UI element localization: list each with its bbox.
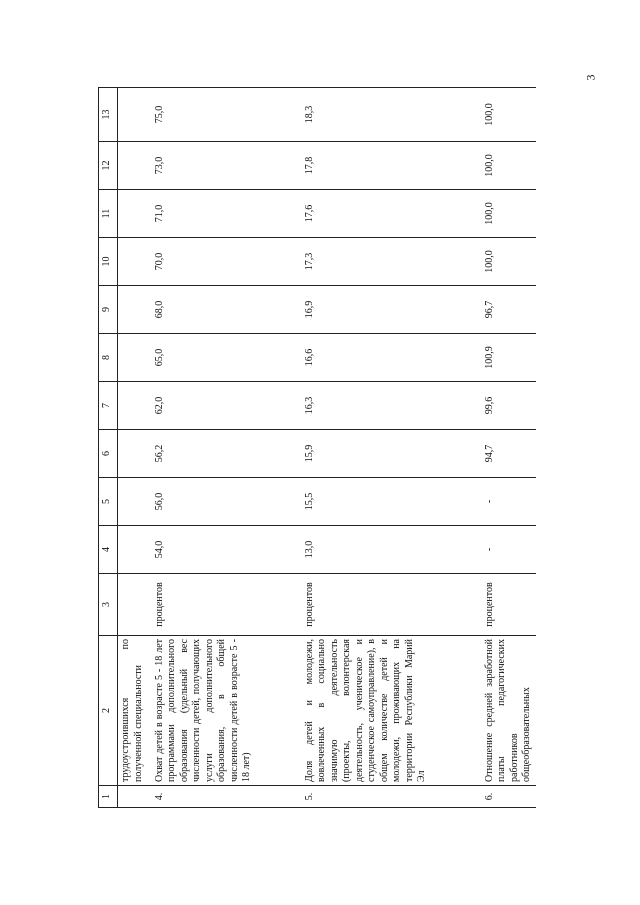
indicator-text: Отношение средней заработной платы педагогических работников общеобразовательных [482, 636, 536, 786]
value-cell: 100,0 [482, 88, 536, 142]
value-cell [118, 88, 152, 142]
unit-cell: процентов [302, 574, 482, 636]
value-cell: 54,0 [152, 526, 302, 574]
value-cell: 56,2 [152, 430, 302, 478]
column-header: 8 [99, 334, 118, 382]
value-cell: 100,0 [482, 142, 536, 190]
value-cell [118, 334, 152, 382]
column-header: 2 [99, 636, 118, 786]
column-header: 10 [99, 238, 118, 286]
value-cell [118, 478, 152, 526]
value-cell: 71,0 [152, 190, 302, 238]
column-header: 3 [99, 574, 118, 636]
table-row [152, 88, 302, 808]
indicator-table [98, 87, 536, 808]
row-number: 4. [152, 786, 302, 808]
value-cell: 75,0 [152, 88, 302, 142]
table-row [118, 88, 152, 808]
column-header: 5 [99, 478, 118, 526]
value-cell [118, 382, 152, 430]
value-cell: 17,8 [302, 142, 482, 190]
value-cell: 96,7 [482, 286, 536, 334]
value-cell [118, 286, 152, 334]
table-row [302, 88, 482, 808]
value-cell: 13,0 [302, 526, 482, 574]
column-header: 12 [99, 142, 118, 190]
value-cell: 68,0 [152, 286, 302, 334]
value-cell: 15,5 [302, 478, 482, 526]
value-cell: 94,7 [482, 430, 536, 478]
indicator-text: Доля детей и молодежи, вовлеченных в социально значимую деятельность (проекты, волонтерская деятельность, ученическое и студенческое самоуправление), в общем количестве детей и молодежи, проживающих на территории Республики Марий Эл [302, 636, 482, 786]
value-cell: 100,9 [482, 334, 536, 382]
value-cell [118, 142, 152, 190]
row-number [118, 786, 152, 808]
value-cell: 99,6 [482, 382, 536, 430]
value-cell: 15,9 [302, 430, 482, 478]
unit-cell: процентов [152, 574, 302, 636]
unit-cell [118, 574, 152, 636]
value-cell: - [482, 478, 536, 526]
page-number: 3 [583, 74, 598, 81]
row-number: 6. [482, 786, 536, 808]
value-cell: 56,0 [152, 478, 302, 526]
column-header: 13 [99, 88, 118, 142]
column-header: 6 [99, 430, 118, 478]
value-cell: 70,0 [152, 238, 302, 286]
value-cell: 17,3 [302, 238, 482, 286]
row-number: 5. [302, 786, 482, 808]
value-cell [118, 526, 152, 574]
indicator-text: Охват детей в возрасте 5 - 18 лет программами дополнительного образования (удельный вес численности детей, получающих услуги дополнительного образования, в общей численности детей в возрасте 5 - 18 лет) [152, 636, 302, 786]
column-header: 7 [99, 382, 118, 430]
column-header: 9 [99, 286, 118, 334]
column-header: 1 [99, 786, 118, 808]
value-cell: 62,0 [152, 382, 302, 430]
value-cell: 16,9 [302, 286, 482, 334]
value-cell [118, 190, 152, 238]
value-cell: - [482, 526, 536, 574]
value-cell [118, 430, 152, 478]
value-cell: 17,6 [302, 190, 482, 238]
column-header: 11 [99, 190, 118, 238]
table-row [482, 88, 536, 808]
column-header: 4 [99, 526, 118, 574]
value-cell: 16,6 [302, 334, 482, 382]
rotated-table-container [98, 88, 532, 808]
value-cell: 16,3 [302, 382, 482, 430]
value-cell: 100,0 [482, 238, 536, 286]
value-cell: 73,0 [152, 142, 302, 190]
value-cell [118, 238, 152, 286]
value-cell: 18,3 [302, 88, 482, 142]
value-cell: 65,0 [152, 334, 302, 382]
unit-cell: процентов [482, 574, 536, 636]
value-cell: 100,0 [482, 190, 536, 238]
table-header-row [99, 88, 118, 808]
indicator-text: трудоустроившихся по полученной специальности [118, 636, 152, 786]
